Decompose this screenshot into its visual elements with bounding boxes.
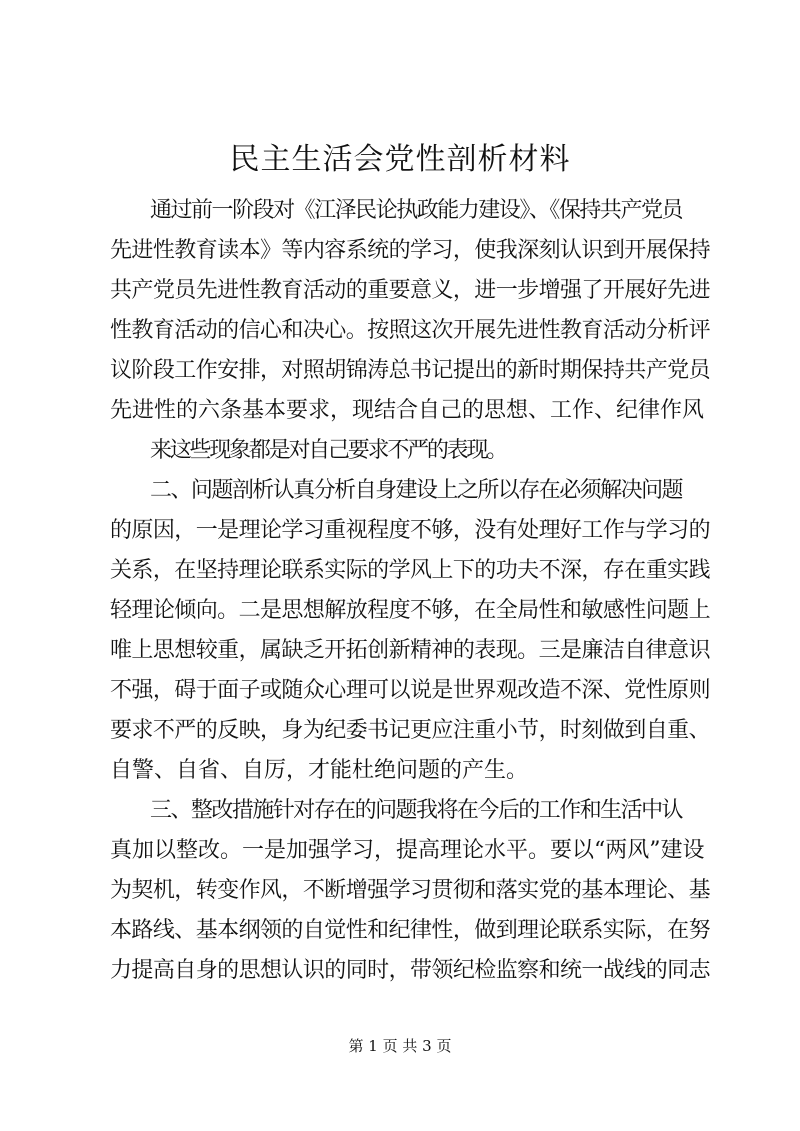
text-line: 自警、自省、自厉，才能杜绝问题的产生。: [110, 758, 529, 783]
text-line: 共产党员先进性教育活动的重要意义，进一步增强了开展好先进: [110, 278, 711, 303]
text-line: 性教育活动的信心和决心。按照这次开展先进性教育活动分析评: [110, 318, 711, 343]
text-line: 议阶段工作安排，对照胡锦涛总书记提出的新时期保持共产党员: [110, 358, 711, 383]
text-line: 来这些现象都是对自己要求不严的表现。: [150, 438, 507, 463]
text-line: 力提高自身的思想认识的同时，带领纪检监察和统一战线的同志: [110, 958, 711, 983]
page-footer: 第 1 页 共 3 页: [348, 1037, 452, 1055]
text-line: 三、整改措施针对存在的问题我将在今后的工作和生活中认: [150, 798, 683, 823]
text-line: 二、问题剖析认真分析自身建设上之所以存在必须解决问题: [150, 478, 683, 503]
text-line: 关系，在坚持理论联系实际的学风上下的功夫不深，存在重实践: [110, 558, 711, 583]
text-line: 先进性教育读本》等内容系统的学习，使我深刻认识到开展保持: [110, 238, 711, 263]
document-title: 民主生活会党性剖析材料: [229, 142, 571, 177]
text-line: 为契机，转变作风，不断增强学习贯彻和落实党的基本理论、基: [110, 878, 711, 903]
text-line: 唯上思想较重，属缺乏开拓创新精神的表现。三是廉洁自律意识: [110, 638, 711, 663]
text-line: 不强，碍于面子或随众心理可以说是世界观改造不深、党性原则: [110, 678, 711, 703]
text-line: 先进性的六条基本要求，现结合自己的思想、工作、纪律作风: [110, 398, 705, 423]
text-line: 轻理论倾向。二是思想解放程度不够，在全局性和敏感性问题上: [110, 598, 711, 623]
text-line: 要求不严的反映，身为纪委书记更应注重小节，时刻做到自重、: [110, 718, 711, 743]
text-line: 通过前一阶段对《江泽民论执政能力建设》、《保持共产党员: [150, 198, 683, 223]
text-line: 的原因，一是理论学习重视程度不够，没有处理好工作与学习的: [110, 518, 711, 543]
text-line: 本路线、基本纲领的自觉性和纪律性，做到理论联系实际，在努: [110, 918, 711, 943]
text-line: 真加以整改。一是加强学习，提高理论水平。要以“两风”建设: [110, 838, 705, 863]
